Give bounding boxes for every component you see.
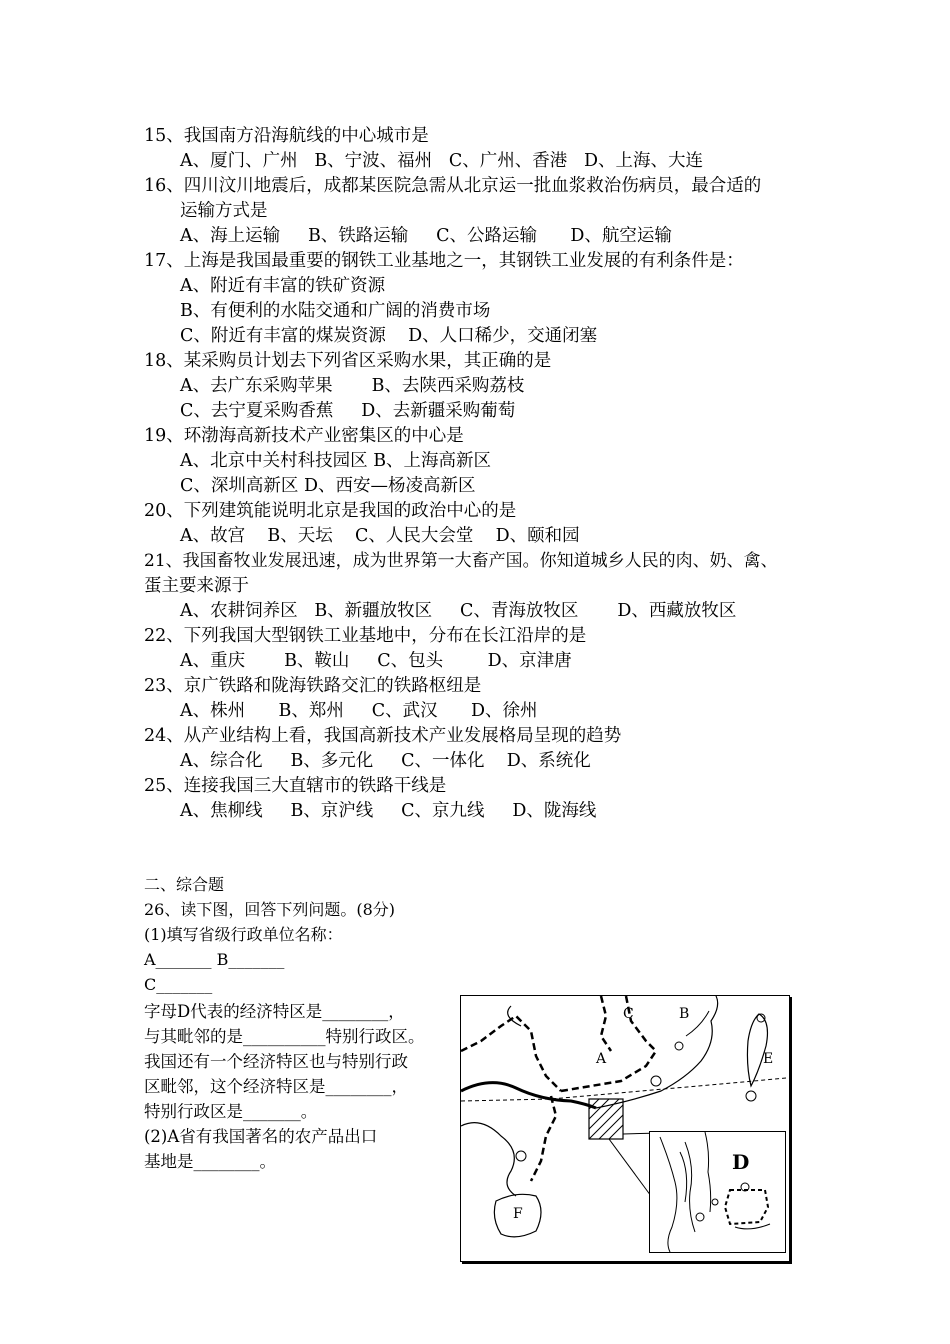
map-inset bbox=[649, 1131, 786, 1253]
question-26-part1: (1)填写省级行政单位名称： bbox=[144, 925, 343, 944]
question-options: A、重庆 B、鞍山 C、包头 D、京津唐 bbox=[180, 651, 572, 671]
question-option: A、附近有丰富的铁矿资源 bbox=[180, 276, 386, 296]
question-text-line: 字母D代表的经济特区是________， bbox=[144, 1002, 405, 1021]
question-option: C、去宁夏采购香蕉 D、去新疆采购葡萄 bbox=[180, 401, 516, 421]
question-options: A、综合化 B、多元化 C、一体化 D、系统化 bbox=[180, 751, 591, 771]
question-stem: 22、下列我国大型钢铁工业基地中，分布在长江沿岸的是 bbox=[144, 626, 587, 646]
question-options: A、株州 B、郑州 C、武汉 D、徐州 bbox=[180, 701, 538, 721]
question-stem: 20、下列建筑能说明北京是我国的政治中心的是 bbox=[144, 501, 517, 521]
map-label-d: D bbox=[732, 1150, 750, 1174]
question-text-line: (2)A省有我国著名的农产品出口 bbox=[144, 1127, 378, 1146]
question-option: A、去广东采购苹果 B、去陕西采购荔枝 bbox=[180, 376, 525, 396]
question-stem: 25、连接我国三大直辖市的铁路干线是 bbox=[144, 776, 447, 796]
question-stem: 23、京广铁路和陇海铁路交汇的铁路枢纽是 bbox=[144, 676, 482, 696]
question-stem: 18、某采购员计划去下列省区采购水果，其正确的是 bbox=[144, 351, 552, 371]
map-label-c: C bbox=[623, 1006, 634, 1022]
question-text-line: 我国还有一个经济特区也与特别行政 bbox=[144, 1052, 408, 1071]
question-text-line: 与其毗邻的是__________特别行政区。 bbox=[144, 1027, 425, 1046]
question-option: A、北京中关村科技园区 B、上海高新区 bbox=[180, 451, 492, 471]
question-options: A、农耕饲养区 B、新疆放牧区 C、青海放牧区 D、西藏放牧区 bbox=[180, 601, 737, 621]
question-option: C、深圳高新区 D、西安—杨凌高新区 bbox=[180, 476, 476, 496]
question-stem: 21、我国畜牧业发展迅速，成为世界第一大畜产国。你知道城乡人民的肉、奶、禽、 bbox=[144, 551, 778, 571]
region-map bbox=[460, 995, 790, 1262]
question-option: B、有便利的水陆交通和广阔的消费市场 bbox=[180, 301, 491, 321]
question-stem: 15、我国南方沿海航线的中心城市是 bbox=[144, 126, 429, 146]
question-26-title: 26、读下图，回答下列问题。(8分) bbox=[144, 900, 396, 919]
question-stem-continued: 运输方式是 bbox=[180, 201, 268, 221]
question-options: A、焦柳线 B、京沪线 C、京九线 D、陇海线 bbox=[180, 801, 597, 821]
question-stem: 19、环渤海高新技术产业密集区的中心是 bbox=[144, 426, 464, 446]
question-stem-continued: 蛋主要来源于 bbox=[144, 576, 249, 596]
question-text-line: 区毗邻，这个经济特区是________， bbox=[144, 1077, 408, 1096]
question-text-line: 基地是________。 bbox=[144, 1152, 276, 1171]
map-label-b: B bbox=[679, 1006, 690, 1022]
question-stem: 17、上海是我国最重要的钢铁工业基地之一，其钢铁工业发展的有利条件是： bbox=[144, 251, 744, 271]
question-options: A、海上运输 B、铁路运输 C、公路运输 D、航空运输 bbox=[180, 226, 672, 246]
section-heading: 二、综合题 bbox=[144, 875, 225, 894]
map-label-f: F bbox=[513, 1206, 523, 1222]
question-options: A、厦门、广州 B、宁波、福州 C、广州、香港 D、上海、大连 bbox=[180, 151, 703, 171]
answer-blank-ab: A_______ B_______ bbox=[144, 950, 285, 969]
question-options: A、故宫 B、天坛 C、人民大会堂 D、颐和园 bbox=[180, 526, 580, 546]
question-option: C、附近有丰富的煤炭资源 D、人口稀少，交通闭塞 bbox=[180, 326, 598, 346]
map-label-a: A bbox=[596, 1051, 607, 1067]
question-stem: 16、四川汶川地震后，成都某医院急需从北京运一批血浆救治伤病员，最合适的 bbox=[144, 176, 762, 196]
question-text-line: 特别行政区是_______。 bbox=[144, 1102, 318, 1121]
inset-drawing bbox=[650, 1132, 785, 1252]
answer-blank-c: C_______ bbox=[144, 975, 213, 994]
question-stem: 24、从产业结构上看，我国高新技术产业发展格局呈现的趋势 bbox=[144, 726, 622, 746]
map-label-e: E bbox=[763, 1051, 774, 1067]
